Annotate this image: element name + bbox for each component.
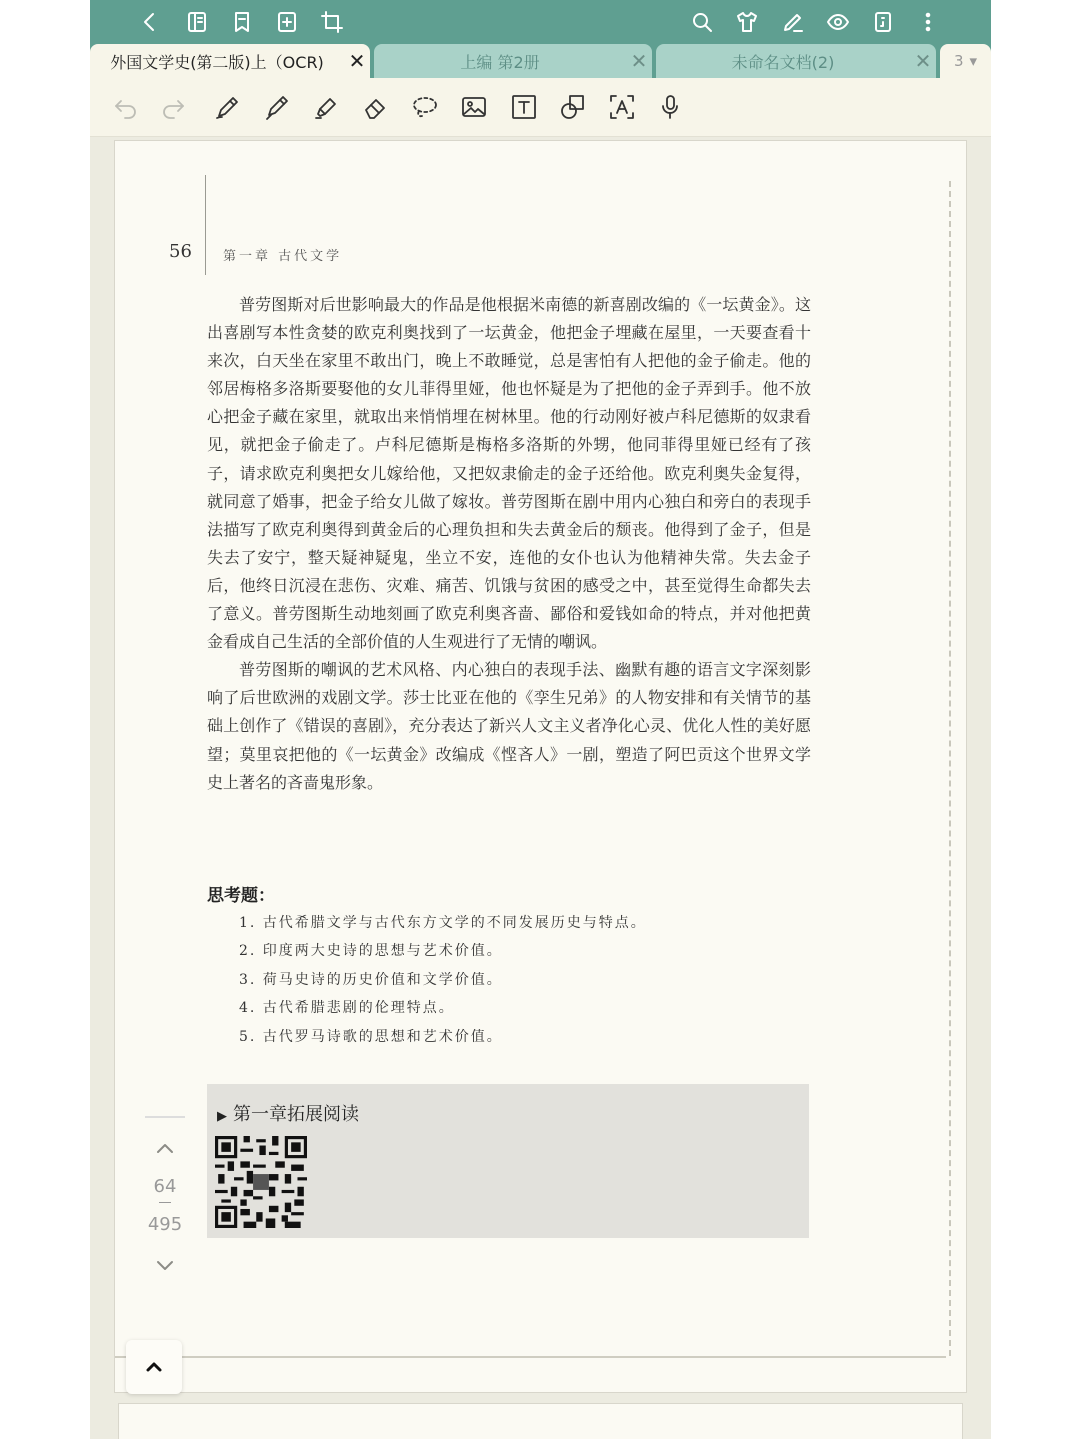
bookmark-icon[interactable] — [226, 6, 258, 38]
microphone-icon[interactable] — [654, 91, 686, 123]
phone-icon[interactable] — [867, 6, 899, 38]
total-pages: 495 — [147, 1214, 183, 1235]
pencil-icon[interactable] — [212, 91, 244, 123]
eye-icon[interactable] — [822, 6, 854, 38]
highlighter-icon[interactable] — [310, 91, 342, 123]
more-vertical-icon[interactable] — [912, 6, 944, 38]
tab-overflow-button[interactable] — [940, 44, 991, 78]
lasso-icon[interactable] — [409, 91, 441, 123]
running-head: 第一章 古代文学 — [223, 249, 343, 264]
back-icon[interactable] — [134, 6, 166, 38]
tab-document-2[interactable] — [374, 44, 652, 78]
previous-page-button[interactable] — [154, 1138, 176, 1164]
tab-document-1[interactable] — [90, 44, 370, 78]
add-page-icon[interactable] — [271, 6, 303, 38]
ocr-text-icon[interactable] — [606, 91, 638, 123]
shirt-icon[interactable] — [731, 6, 763, 38]
shapes-icon[interactable] — [557, 91, 589, 123]
close-icon[interactable]: ✕ — [914, 49, 932, 73]
header-rule — [205, 175, 206, 275]
extended-reading-label: 第一章拓展阅读 — [233, 1104, 359, 1125]
caret-down-icon: ▾ — [969, 52, 978, 70]
page-edge-decoration — [941, 181, 951, 1356]
search-icon[interactable] — [686, 6, 718, 38]
current-page[interactable]: 64 — [153, 1176, 177, 1197]
page-navigator — [145, 1116, 185, 1298]
paragraph: 普劳图斯的嘲讽的艺术风格、内心独白的表现手法、幽默有趣的语言文字深刻影响了后世欧洲的戏剧文学。莎士比亚在他的《孪生兄弟》的人物安排和有关情节的基础上创作了《错误的喜剧》，充分表达了新兴人文主义者净化心灵、优化人性的美好愿望；莫里哀把他的《一坛黄金》改编成《悭吝人》一剧，塑造了阿巴贡这个世界文学史上著名的吝啬鬼形象。 — [207, 660, 811, 792]
tab-count: 3 — [953, 52, 964, 70]
document-page[interactable] — [114, 140, 967, 1393]
text-box-icon[interactable] — [508, 91, 540, 123]
scroll-to-top-button[interactable] — [126, 1340, 182, 1394]
image-icon[interactable] — [458, 91, 490, 123]
qr-code-icon[interactable] — [215, 1136, 307, 1228]
page-number: 56 — [169, 241, 192, 262]
tab-bar — [90, 44, 991, 78]
undo-icon[interactable] — [110, 91, 142, 123]
tab-document-3[interactable] — [656, 44, 936, 78]
tab-label: 外国文学史(第二版)上（OCR) — [110, 52, 324, 72]
pen-edit-icon[interactable] — [777, 6, 809, 38]
annotation-toolbar — [90, 78, 991, 137]
chevron-up-icon — [144, 1357, 164, 1377]
play-marker-icon: ▶ — [217, 1109, 227, 1124]
tab-label: 未命名文档(2) — [731, 52, 835, 72]
extended-reading-title — [217, 1100, 359, 1126]
body-text — [207, 291, 811, 797]
extended-reading-box — [207, 1084, 809, 1238]
question-item: 5. 古代罗马诗歌的思想和艺术价值。 — [239, 1028, 503, 1045]
question-item: 4. 古代希腊悲剧的伦理特点。 — [239, 1000, 455, 1017]
redo-icon[interactable] — [157, 91, 189, 123]
pen-icon[interactable] — [261, 91, 293, 123]
question-item: 3. 荷马史诗的历史价值和文学价值。 — [239, 971, 503, 988]
close-icon[interactable]: ✕ — [348, 49, 366, 73]
page-fold-line — [115, 1356, 946, 1358]
chevron-down-icon — [154, 1254, 176, 1276]
question-item: 2. 印度两大史诗的思想与艺术价值。 — [239, 943, 503, 960]
sidebar-icon[interactable] — [181, 6, 213, 38]
chevron-up-icon — [154, 1138, 176, 1160]
questions-heading: 思考题： — [207, 886, 275, 906]
reader-app — [90, 0, 991, 1439]
question-item: 1. 古代希腊文学与古代东方文学的不同发展历史与特点。 — [239, 915, 647, 931]
questions-list — [239, 909, 647, 1051]
paragraph: 普劳图斯对后世影响最大的作品是他根据米南德的新喜剧改编的《一坛黄金》。这出喜剧写本性贪婪的欧克利奥找到了一坛黄金，他把金子埋藏在屋里，一天要查看十来次，白天坐在家里不敢出门，晚上不敢睡觉，总是害怕有人把他的金子偷走。他的邻居梅格多洛斯要娶他的女儿菲得里娅，他也怀疑是为了把他的金子弄到手。他不放心把金子藏在家里，就取出来悄悄埋在树林里。他的行动刚好被卢科尼德斯的奴隶看见，就把金子偷走了。卢科尼德斯是梅格多洛斯的外甥，他同菲得里娅已经有了孩子，请求欧克利奥把女儿嫁给他，又把奴隶偷走的金子还给他。欧克利奥失金复得，就同意了婚事，把金子给女儿做了嫁妆。普劳图斯在剧中用内心独白和旁白的表现手法描写了欧克利奥得到黄金后的心理负担和失去黄金后的颓丧。他得到了金子，但是失去了安宁，整天疑神疑鬼，坐立不安，连他的女仆也认为他精神失常。失去金子后，他终日沉浸在悲伤、灾难、痛苦、饥饿与贫困的感受之中，甚至觉得生命都失去了意义。普劳图斯生动地刻画了欧克利奥吝啬、鄙俗和爱钱如命的特点，并对他把黄金看成自己生活的全部价值的人生观进行了无情的嘲讽。 — [207, 295, 811, 652]
eraser-icon[interactable] — [360, 91, 392, 123]
top-toolbar — [90, 0, 991, 44]
next-page-button[interactable] — [154, 1254, 176, 1280]
tab-label: 上编 第2册 — [460, 52, 540, 72]
close-icon[interactable]: ✕ — [630, 49, 648, 73]
next-document-page[interactable] — [118, 1403, 963, 1439]
crop-icon[interactable] — [316, 6, 348, 38]
page-divider — [159, 1202, 171, 1203]
